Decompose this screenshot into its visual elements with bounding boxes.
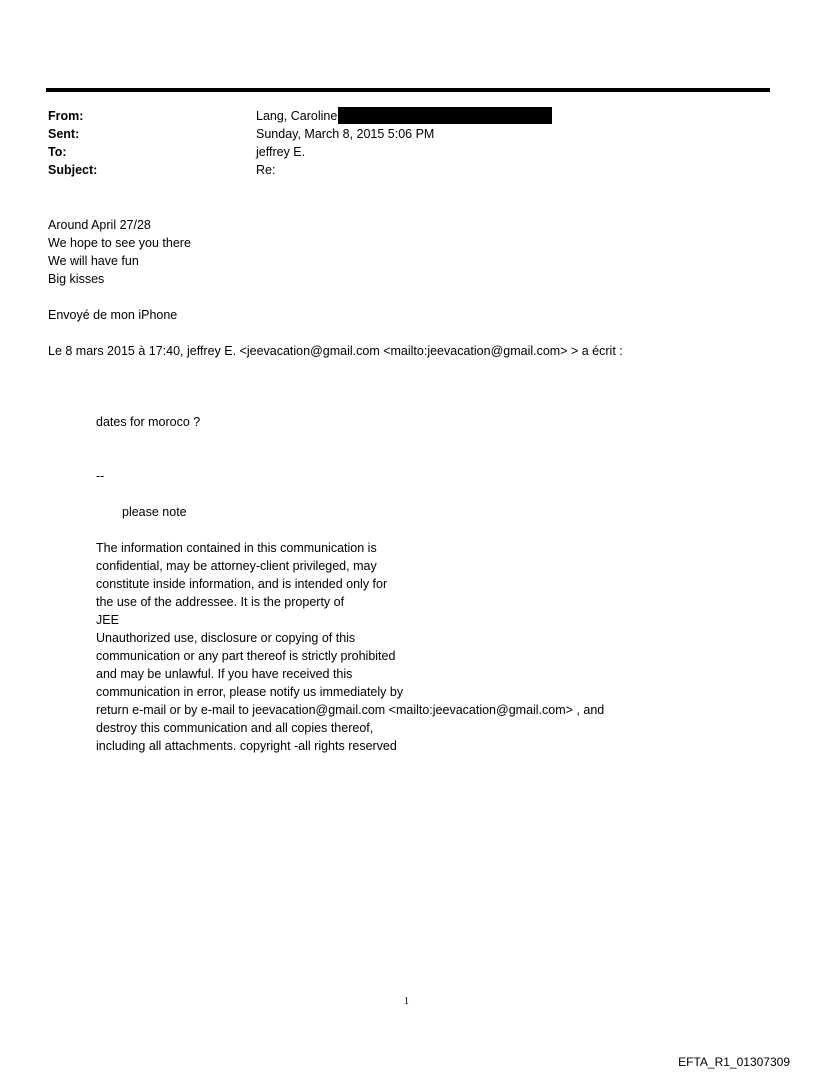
quoted-question: dates for moroco ? bbox=[96, 415, 201, 429]
quote-intro-line: Le 8 mars 2015 à 17:40, jeffrey E. <jeevacation@gmail.com <mailto:jeevacation@gmail.com> > a écrit : bbox=[48, 344, 623, 358]
quoted-separator: -- bbox=[96, 469, 105, 483]
to-label: To: bbox=[48, 145, 67, 159]
disclaimer-line: the use of the addressee. It is the property of bbox=[96, 595, 345, 609]
disclaimer-line: communication or any part thereof is strictly prohibited bbox=[96, 649, 396, 663]
subject-value: Re: bbox=[256, 163, 276, 177]
disclaimer-line: destroy this communication and all copies thereof, bbox=[96, 721, 374, 735]
disclaimer-line: and may be unlawful. If you have received this bbox=[96, 667, 353, 681]
note-heading: please note bbox=[122, 505, 187, 519]
header-divider bbox=[46, 88, 770, 92]
page-number: 1 bbox=[404, 996, 409, 1007]
sent-value: Sunday, March 8, 2015 5:06 PM bbox=[256, 127, 435, 141]
disclaimer-line: constitute inside information, and is intended only for bbox=[96, 577, 388, 591]
from-name: Lang, Caroline bbox=[256, 109, 338, 123]
reply-line: Around April 27/28 bbox=[48, 218, 151, 232]
disclaimer-line: JEE bbox=[96, 613, 119, 627]
reply-line: We hope to see you there bbox=[48, 236, 191, 250]
document-id: EFTA_R1_01307309 bbox=[678, 1055, 790, 1069]
disclaimer-line: Unauthorized use, disclosure or copying of this bbox=[96, 631, 356, 645]
disclaimer-line: return e-mail or by e-mail to jeevacation@gmail.com <mailto:jeevacation@gmail.com> , and bbox=[96, 703, 605, 717]
reply-line: Big kisses bbox=[48, 272, 105, 286]
disclaimer-line: including all attachments. copyright -all rights reserved bbox=[96, 739, 397, 753]
disclaimer-line: The information contained in this communication is bbox=[96, 541, 377, 555]
disclaimer-line: communication in error, please notify us immediately by bbox=[96, 685, 404, 699]
reply-line: We will have fun bbox=[48, 254, 139, 268]
signature-line: Envoyé de mon iPhone bbox=[48, 308, 178, 322]
disclaimer-line: confidential, may be attorney-client privileged, may bbox=[96, 559, 377, 573]
subject-label: Subject: bbox=[48, 163, 98, 177]
redaction-bar bbox=[338, 107, 552, 124]
to-value: jeffrey E. bbox=[256, 145, 306, 159]
sent-label: Sent: bbox=[48, 127, 80, 141]
from-label: From: bbox=[48, 109, 84, 123]
from-value bbox=[256, 107, 552, 125]
